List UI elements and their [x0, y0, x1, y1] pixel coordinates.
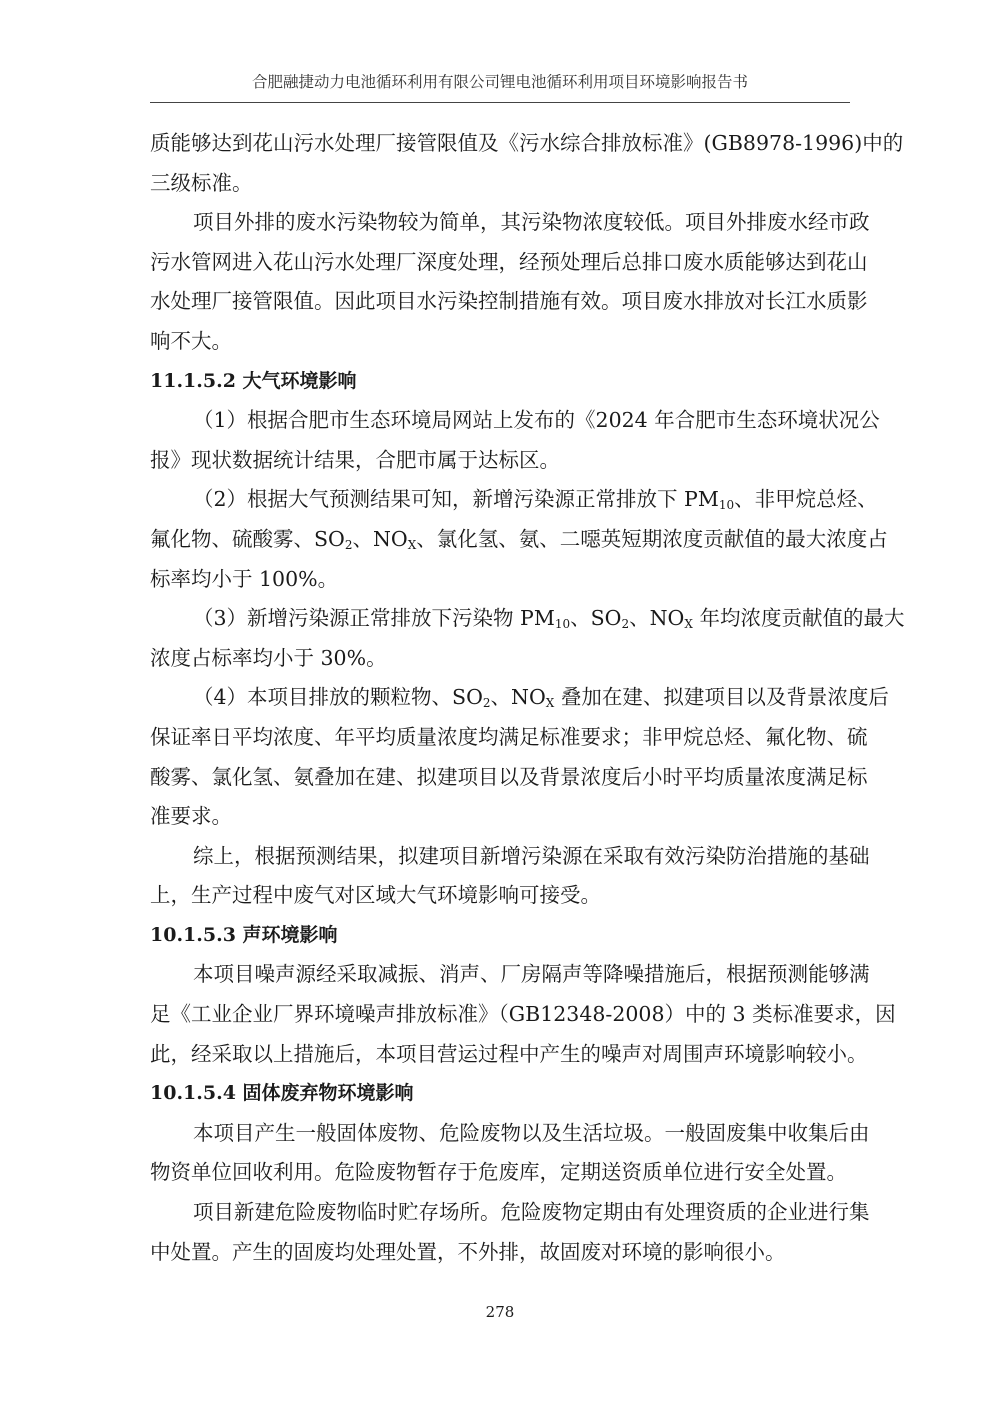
text-line — [150, 837, 870, 877]
text-segment: 项目外排的废水污染物较为简单，其污染物浓度较低。项目外排废水经市政 — [193, 210, 870, 235]
text-segment: 、NO — [629, 606, 685, 631]
text-segment: 叠加在建、拟建项目以及背景浓度后 — [554, 685, 889, 710]
text-segment: （3）新增污染源正常排放下污染物 PM — [193, 606, 555, 631]
running-header: 合肥融捷动力电池循环利用有限公司锂电池循环利用项目环境影响报告书 — [251, 73, 748, 91]
document-body — [150, 124, 905, 1272]
text-segment: （1）根据合肥市生态环境局网站上发布的《2024 年合肥市生态环境状况公 — [193, 408, 880, 433]
text-line — [150, 441, 850, 481]
text-segment: 保证率日平均浓度、年平均质量浓度均满足标准要求；非甲烷总烃、氟化物、硫 — [150, 724, 868, 749]
text-segment: 准要求。 — [150, 804, 232, 829]
section-heading — [150, 1074, 850, 1114]
text-segment: 报》现状数据统计结果，合肥市属于达标区。 — [150, 447, 560, 472]
text-segment: 综上，根据预测结果，拟建项目新增污染源在采取有效污染防治措施的基础 — [193, 843, 870, 868]
text-segment: 、氯化氢、氨、二噁英短期浓度贡献值的最大浓度占 — [416, 526, 888, 551]
text-line — [150, 203, 870, 243]
text-line — [150, 124, 904, 164]
text-segment: 上，生产过程中废气对区域大气环境影响可接受。 — [150, 883, 601, 908]
section-heading — [150, 362, 850, 402]
text-line — [150, 560, 850, 600]
text-line — [150, 718, 868, 758]
text-segment: 项目新建危险废物临时贮存场所。危险废物定期由有处理资质的企业进行集 — [193, 1200, 870, 1225]
text-segment: 、SO — [570, 606, 622, 631]
text-line — [150, 1193, 870, 1233]
text-segment: 浓度占标率均小于 30%。 — [150, 645, 387, 670]
text-segment: 氟化物、硫酸雾、SO — [150, 526, 345, 551]
text-line — [150, 876, 850, 916]
text-line — [150, 1035, 868, 1075]
text-segment: 10.1.5.4 固体废弃物环境影响 — [150, 1082, 414, 1105]
text-line — [150, 678, 889, 718]
text-line — [150, 758, 868, 798]
subscript: X — [545, 696, 555, 711]
text-segment: 酸雾、氯化氢、氨叠加在建、拟建项目以及背景浓度后小时平均质量浓度满足标 — [150, 764, 868, 789]
subscript: 2 — [344, 537, 353, 552]
text-line — [150, 797, 850, 837]
text-segment: 质能够达到花山污水处理厂接管限值及《污水综合排放标准》(GB8978-1996)中的 — [150, 131, 904, 155]
text-segment: 、NO — [352, 526, 408, 551]
text-segment: 三级标准。 — [150, 170, 253, 195]
text-segment: 响不大。 — [150, 328, 232, 353]
text-segment: 年均浓度贡献值的最大 — [692, 606, 905, 631]
text-line — [150, 955, 870, 995]
text-segment: 物资单位回收利用。危险废物暂存于危废库，定期送资质单位进行安全处置。 — [150, 1160, 847, 1185]
text-line — [150, 322, 850, 362]
text-line — [150, 243, 868, 283]
subscript: X — [684, 617, 693, 632]
text-segment: 10.1.5.3 声环境影响 — [150, 923, 338, 946]
subscript: 10 — [718, 498, 735, 513]
text-segment: 水处理厂接管限值。因此项目水污染控制措施有效。项目废水排放对长江水质影 — [150, 289, 868, 314]
section-heading — [150, 916, 850, 956]
text-line — [150, 520, 888, 560]
text-segment: （2）根据大气预测结果可知，新增污染源正常排放下 PM — [193, 487, 719, 512]
text-segment: 11.1.5.2 大气环境影响 — [150, 369, 357, 392]
subscript: 10 — [554, 617, 571, 632]
text-line — [150, 164, 850, 204]
text-segment: 此，经采取以上措施后，本项目营运过程中产生的噪声对周围声环境影响较小。 — [150, 1041, 868, 1066]
text-segment: 中处置。产生的固废均处理处置，不外排，故固废对环境的影响很小。 — [150, 1239, 786, 1264]
text-line — [150, 599, 905, 639]
text-segment: 、非甲烷总烃、 — [734, 487, 878, 512]
page-number: 278 — [485, 1303, 515, 1321]
text-line — [150, 1233, 850, 1273]
text-segment: 污水管网进入花山污水处理厂深度处理，经预处理后总排口废水质能够达到花山 — [150, 249, 868, 274]
text-line — [150, 401, 880, 441]
text-line — [150, 480, 878, 520]
text-segment: 本项目产生一般固体废物、危险废物以及生活垃圾。一般固废集中收集后由 — [193, 1120, 870, 1145]
text-line — [150, 995, 896, 1035]
subscript: 2 — [621, 617, 630, 632]
text-line — [150, 1114, 870, 1154]
text-segment: 足《工业企业厂界环境噪声排放标准》（GB12348-2008）中的 3 类标准要求，因 — [150, 1002, 896, 1027]
text-segment: （4）本项目排放的颗粒物、SO — [193, 685, 483, 710]
text-segment: 、NO — [490, 685, 546, 710]
subscript: X — [407, 537, 417, 552]
text-line — [150, 1153, 850, 1193]
text-line — [150, 282, 868, 322]
header-divider — [150, 102, 850, 103]
text-segment: 标率均小于 100%。 — [150, 566, 339, 591]
subscript: 2 — [482, 696, 491, 711]
text-line — [150, 639, 850, 679]
text-segment: 本项目噪声源经采取减振、消声、厂房隔声等降噪措施后，根据预测能够满 — [193, 962, 870, 987]
